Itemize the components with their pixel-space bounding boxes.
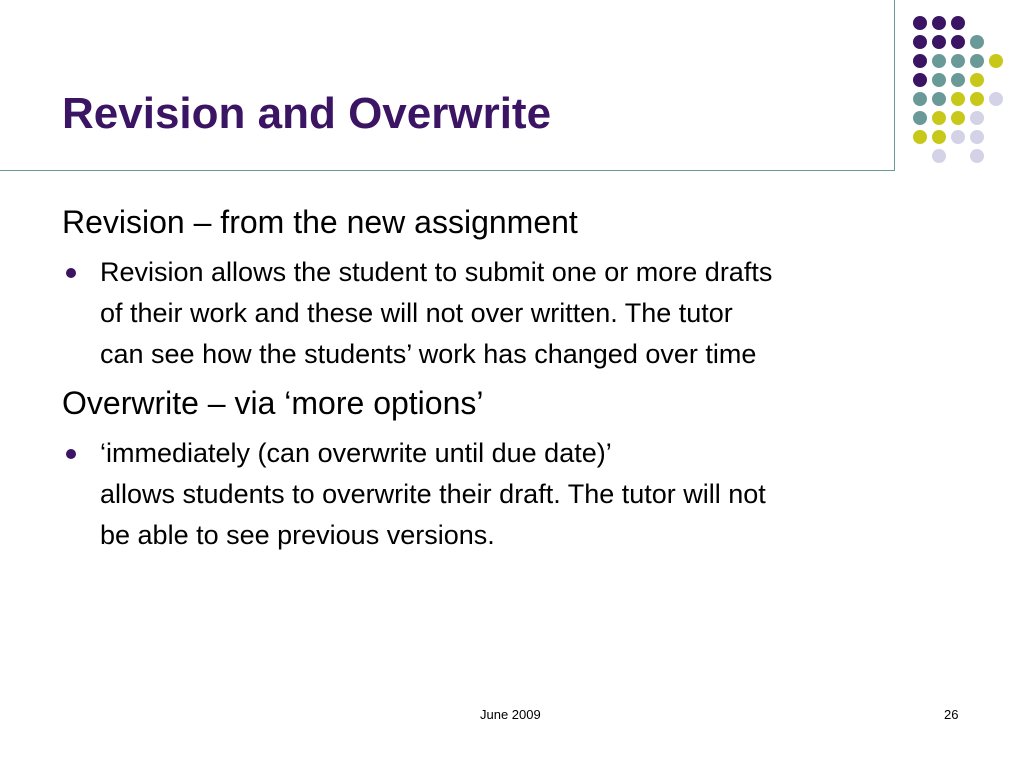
footer-page-number: 26 xyxy=(944,707,959,722)
title-horizontal-rule xyxy=(0,170,895,171)
dot xyxy=(970,54,984,68)
section-heading-overwrite: Overwrite – via ‘more options’ xyxy=(62,385,484,421)
dot xyxy=(913,16,927,30)
bullet-text-line: be able to see previous versions. xyxy=(100,520,495,550)
dot xyxy=(970,130,984,144)
dot xyxy=(932,54,946,68)
dot xyxy=(951,130,965,144)
dot xyxy=(989,54,1003,68)
dot xyxy=(970,111,984,125)
dot xyxy=(913,35,927,49)
title-vertical-rule xyxy=(894,0,895,171)
dot xyxy=(951,92,965,106)
dot xyxy=(932,130,946,144)
bullet-dot-icon xyxy=(66,449,76,459)
bullet-text-line: allows students to overwrite their draft. The tutor will not xyxy=(100,479,766,509)
dot xyxy=(951,35,965,49)
dot xyxy=(913,54,927,68)
dot xyxy=(913,111,927,125)
dot xyxy=(970,73,984,87)
dot xyxy=(970,149,984,163)
dot xyxy=(951,16,965,30)
footer-date: June 2009 xyxy=(480,707,541,722)
dot xyxy=(932,73,946,87)
dot xyxy=(932,35,946,49)
dot xyxy=(989,92,1003,106)
dot xyxy=(913,130,927,144)
dot xyxy=(951,54,965,68)
dot xyxy=(951,111,965,125)
bullet-text-line: Revision allows the student to submit one or more drafts xyxy=(100,257,773,287)
dot xyxy=(970,35,984,49)
bullet-item-revision xyxy=(62,252,972,375)
dot xyxy=(932,16,946,30)
dot xyxy=(913,92,927,106)
bullet-dot-icon xyxy=(66,268,76,278)
dot xyxy=(932,149,946,163)
dot xyxy=(951,73,965,87)
slide-title: Revision and Overwrite xyxy=(62,89,552,138)
bullet-text-line: of their work and these will not over written. The tutor xyxy=(100,298,733,328)
dot xyxy=(932,111,946,125)
slide-body xyxy=(62,200,972,556)
bullet-text-line: can see how the students’ work has changed over time xyxy=(100,339,757,369)
dot xyxy=(913,73,927,87)
dot xyxy=(932,92,946,106)
bullet-text-line: ‘immediately (can overwrite until due date)’ xyxy=(100,438,612,468)
section-heading-revision: Revision – from the new assignment xyxy=(62,204,578,240)
dot xyxy=(970,92,984,106)
bullet-item-overwrite xyxy=(62,433,972,556)
